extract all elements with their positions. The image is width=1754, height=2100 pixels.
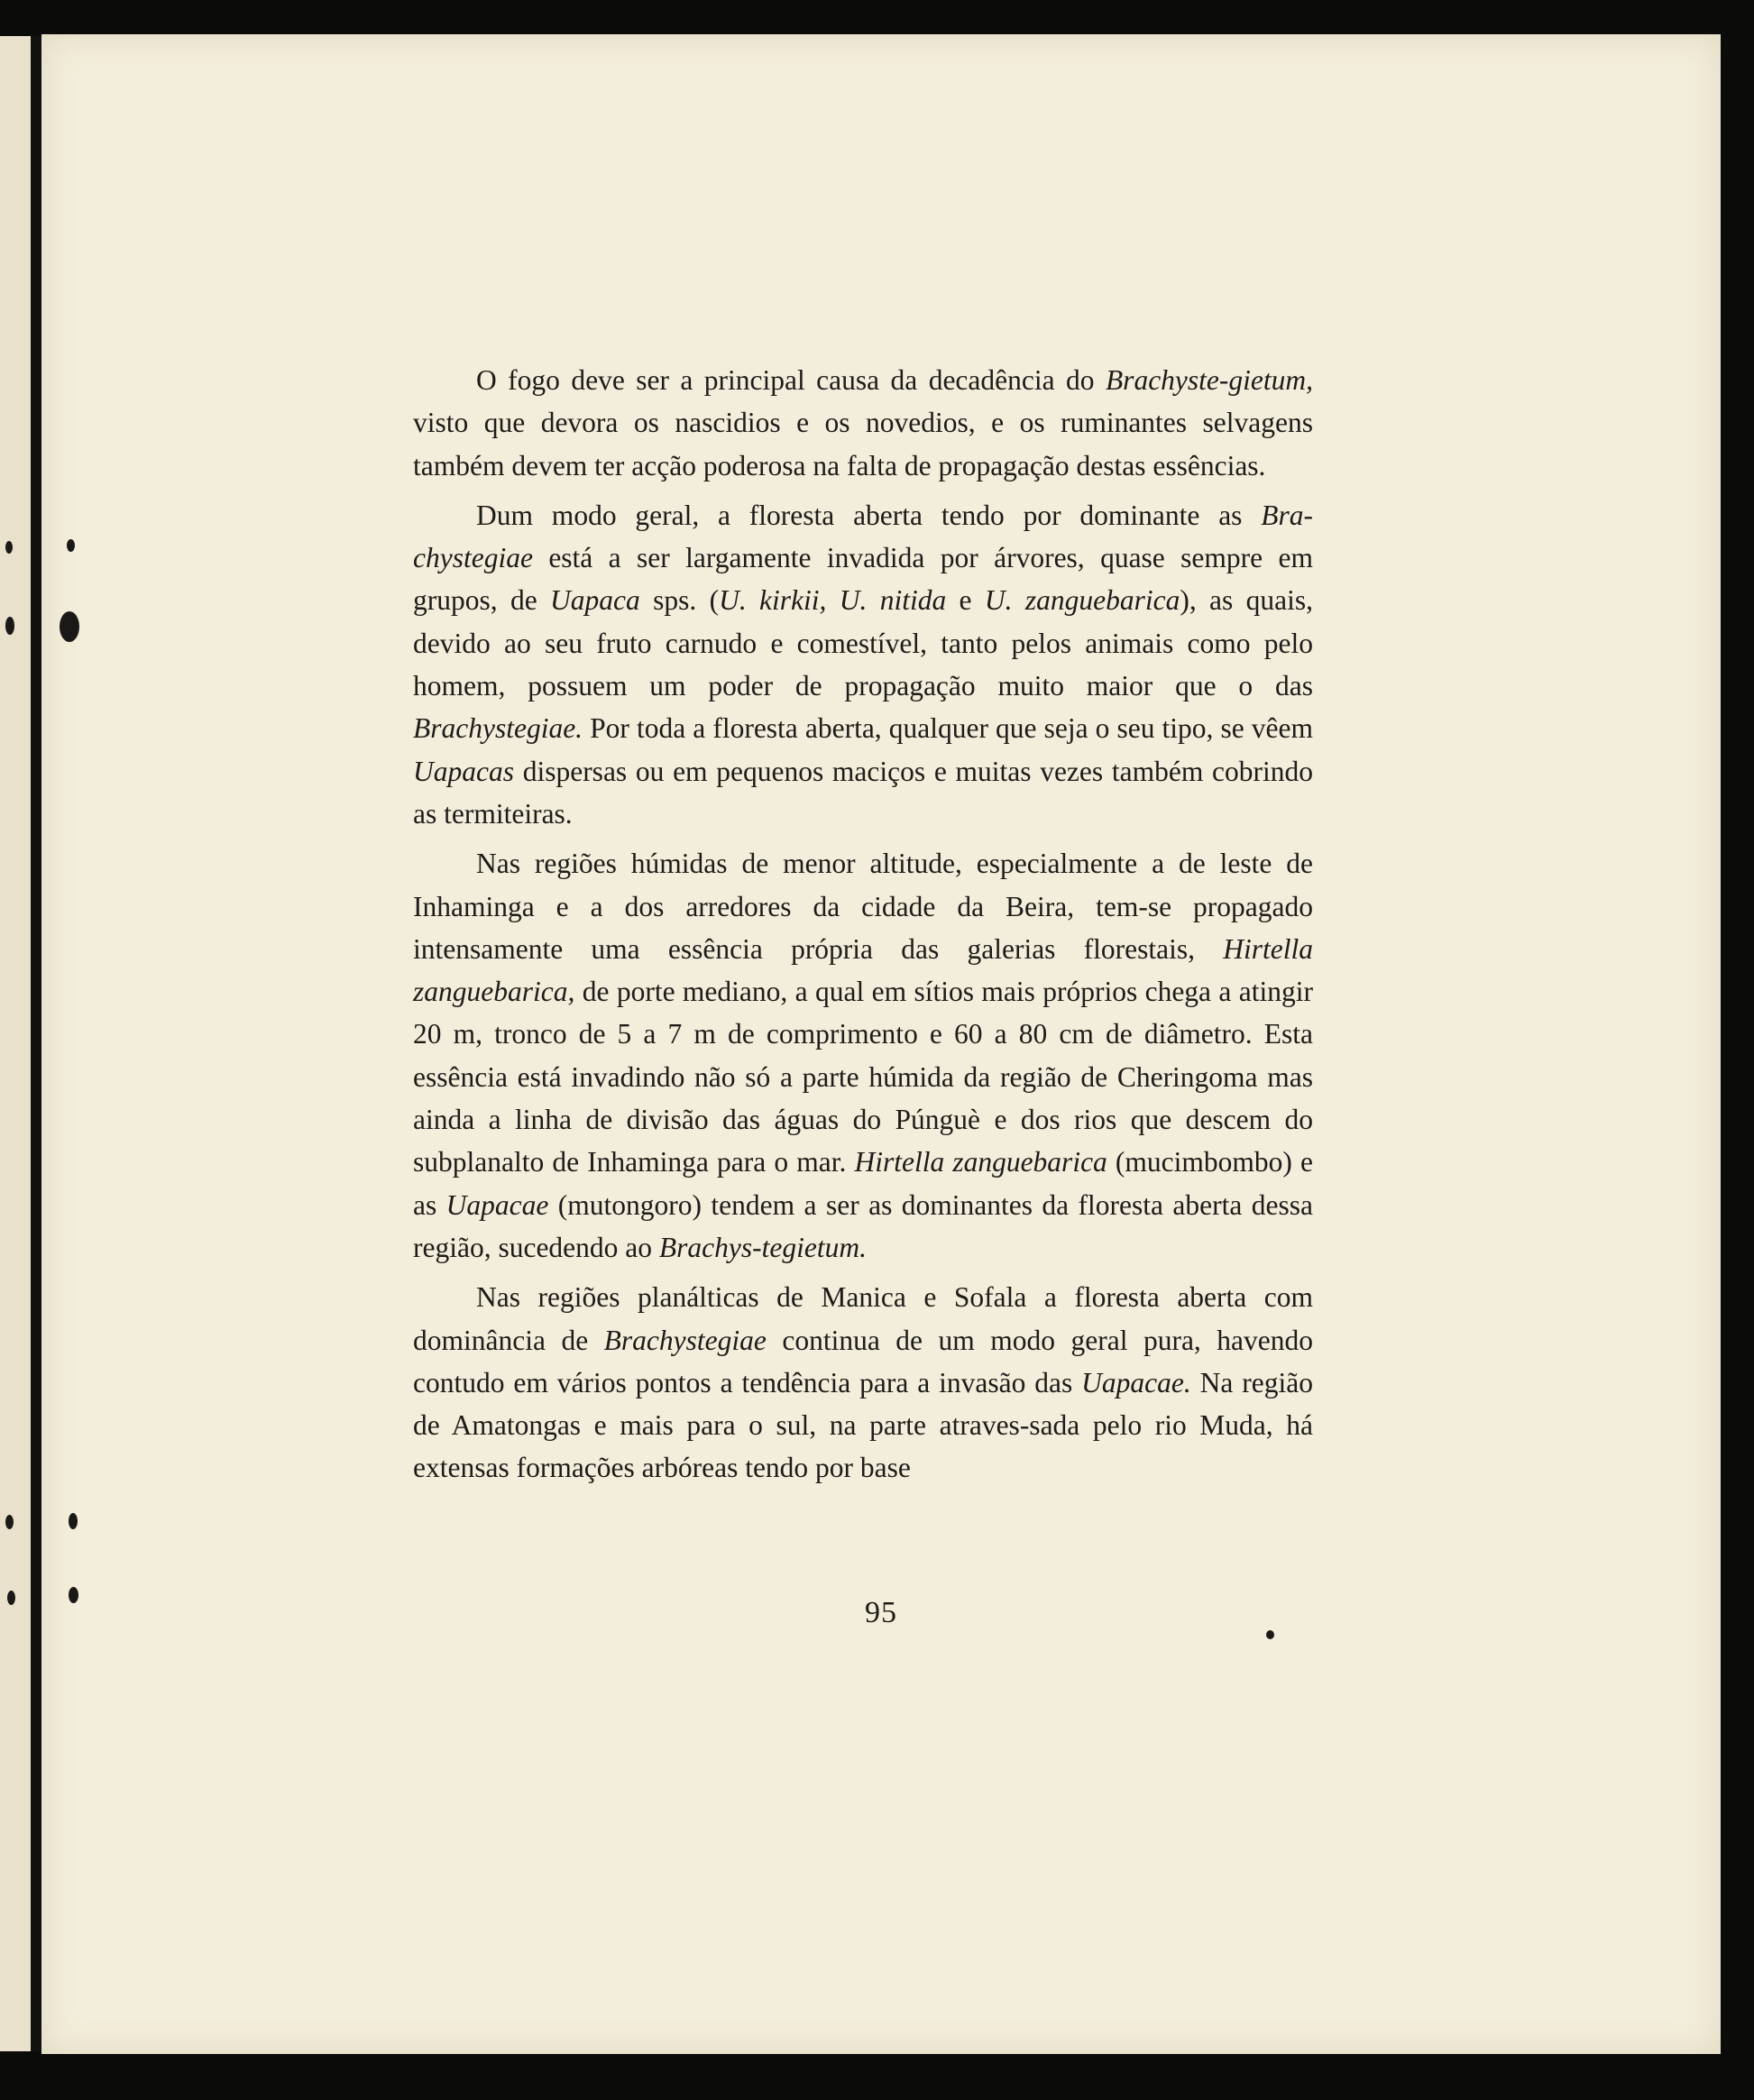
paragraph <box>413 359 1313 487</box>
italic-term: Hirtella zanguebarica, <box>413 932 1313 1008</box>
italic-term: Uapaca <box>550 584 640 617</box>
text-run: (mutongoro) tendem a ser as dominantes da floresta aberta dessa região, sucedendo ao <box>413 1188 1313 1263</box>
text-run: dispersas ou em pequenos maciços e muitas vezes também cobrindo as termiteiras. <box>413 755 1313 830</box>
binding-hole <box>69 1513 78 1529</box>
binding-hole <box>60 611 79 642</box>
book-page <box>41 34 1721 2054</box>
text-run: ), as quais, devido ao seu fruto carnudo e comestível, tanto pelos animais como pelo homem, possuem um poder de propagação muito maior que o das <box>413 584 1313 702</box>
ink-speck <box>1266 1630 1274 1639</box>
italic-term: Brachystegiae <box>603 1324 767 1356</box>
paragraph <box>413 842 1313 1269</box>
text-run: e <box>946 584 985 617</box>
page-number: 95 <box>865 1596 897 1629</box>
italic-term: Uapacae <box>445 1188 549 1221</box>
binding-hole <box>69 1587 78 1603</box>
italic-term: Uapacas <box>413 755 514 787</box>
binding-hole <box>5 617 14 635</box>
binding-hole <box>5 1515 14 1529</box>
italic-term: U. kirkii, U. nitida <box>719 584 947 617</box>
binding-hole <box>7 1591 15 1605</box>
text-run: está a ser largamente invadida por árvores, quase sempre em grupos, de <box>413 542 1313 617</box>
text-run: Na região de Amatongas e mais para o sul, na parte atraves-sada pelo rio Muda, há extensas formações arbóreas tendo por base <box>413 1366 1313 1484</box>
text-run: Dum modo geral, a floresta aberta tendo por dominante as <box>476 499 1262 531</box>
text-run: sps. ( <box>639 584 720 617</box>
italic-term: Uapacae. <box>1081 1366 1191 1398</box>
text-run: visto que devora os nascidios e os novedios, e os ruminantes selvagens também devem ter acção poderosa na falta de propagação destas essências. <box>413 407 1313 481</box>
paragraph <box>413 1276 1313 1489</box>
binding-hole <box>67 539 75 552</box>
text-run: de porte mediano, a qual em sítios mais próprios chega a atingir 20 m, tronco de 5 a 7 m de comprimento e 60 a 80 cm de diâmetro. Esta essência está invadindo não só a parte húmida da região de Cheringoma mas ainda a linha de divisão das águas do Púnguè e dos rios que descem do subplanalto de Inhaminga para o mar. <box>413 976 1313 1178</box>
body-text <box>413 359 1313 1490</box>
text-run: Nas regiões húmidas de menor altitude, especialmente a de leste de Inhaminga e a dos arredores da cidade da Beira, tem-se propagado intensamente uma essência própria das galerias florestais, <box>413 848 1313 965</box>
binding-hole <box>5 541 13 554</box>
text-run: Por toda a floresta aberta, qualquer que seja o seu tipo, se vêem <box>583 712 1313 745</box>
italic-term: Hirtella zanguebarica <box>854 1146 1107 1178</box>
text-run: (mucimbombo) e as <box>413 1146 1314 1221</box>
italic-term: Brachystegiae. <box>413 712 583 745</box>
text-run: O fogo deve ser a principal causa da decadência do <box>476 364 1106 396</box>
text-run: Nas regiões planálticas de Manica e Sofala a floresta aberta com dominância de <box>413 1281 1313 1356</box>
facing-page-edge <box>0 36 31 2051</box>
paragraph <box>413 494 1313 835</box>
italic-term: Brachys-tegietum. <box>658 1231 867 1263</box>
italic-term: Brachyste-gietum, <box>1105 364 1313 396</box>
italic-term: Bra-chystegiae <box>413 499 1313 574</box>
text-run: continua de um modo geral pura, havendo contudo em vários pontos a tendência para a invasão das <box>413 1324 1313 1398</box>
italic-term: U. zanguebarica <box>984 584 1180 617</box>
